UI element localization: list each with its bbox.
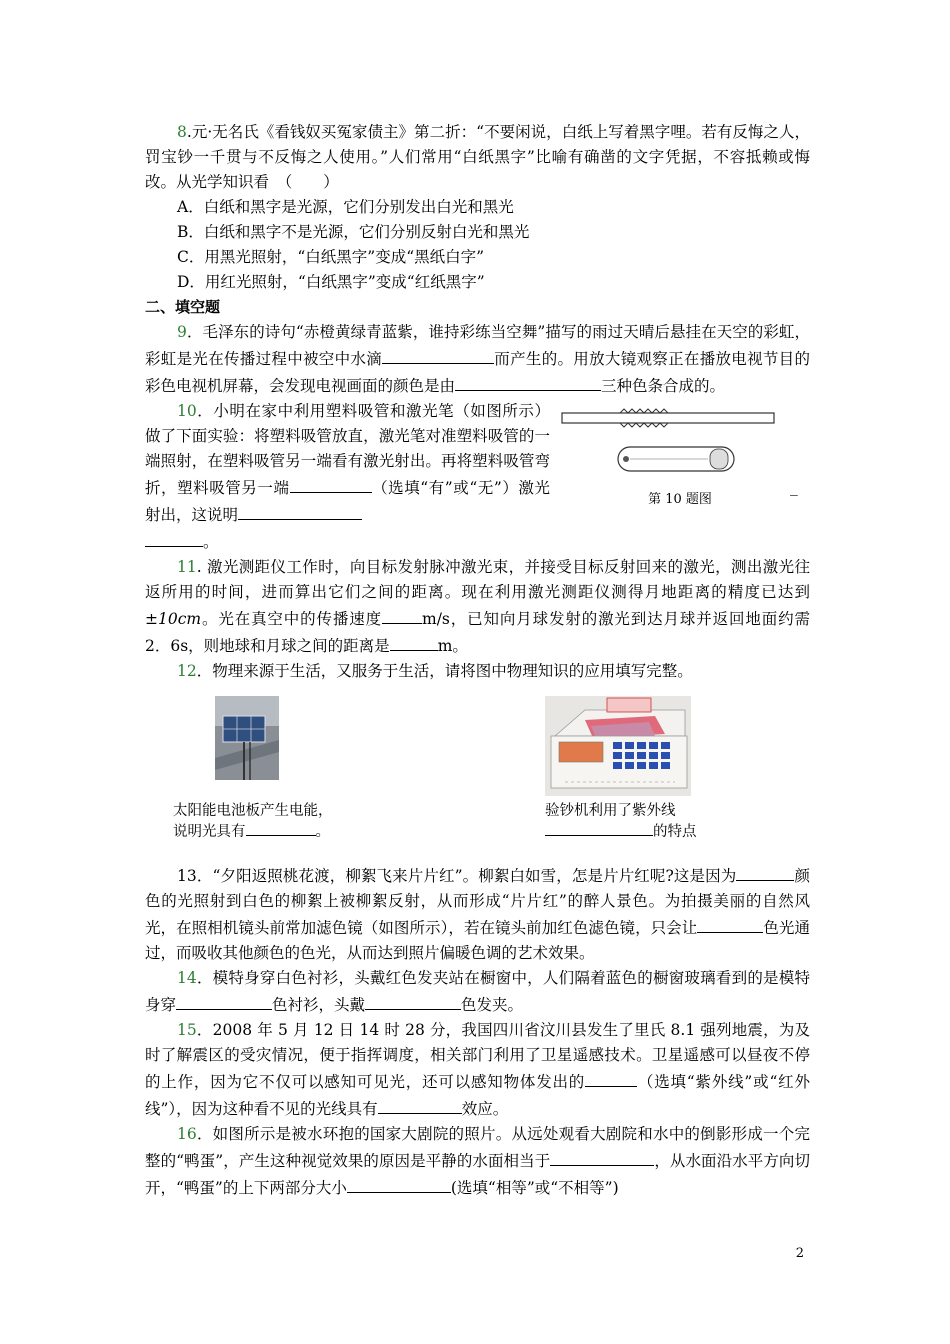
q14-blank-1[interactable] xyxy=(176,991,272,1010)
document-body xyxy=(145,120,810,1201)
solar-panel-icon xyxy=(223,716,265,742)
question-8: 8.元·无名氏《看钱奴买冤家债主》第二折：“不要闲说，白纸上写着黑字哩。若有反悔之人，罚宝钞一千贯与不反悔之人使用。”人们常用“白纸黑字”比喻有确凿的文字凭据，不容抵赖或悔改。从光学知识看 （ ） xyxy=(145,123,810,191)
q15-blank-1[interactable] xyxy=(585,1068,637,1087)
laser-pointer-icon xyxy=(618,447,734,471)
straw-laser-illustration xyxy=(560,407,800,477)
question-14: 14．模特身穿白色衬衫，头戴红色发夹站在橱窗中，人们隔着蓝色的橱窗玻璃看到的是模特身穿 色衬衫，头戴 色发夹。 xyxy=(145,969,810,1014)
money-detector-caption: 验钞机利用了紫外线 的特点 xyxy=(545,803,697,840)
page-number: 2 xyxy=(795,1246,804,1261)
section-heading: 二、填空题 xyxy=(145,298,221,316)
solar-panel-photo xyxy=(215,696,279,780)
q8-option-c: C．用黑光照射，“白纸黑字”变成“黑纸白字” xyxy=(177,248,485,266)
q13-blank-1[interactable] xyxy=(736,862,794,881)
straw-icon xyxy=(562,413,774,423)
q9-blank-2[interactable] xyxy=(455,372,601,391)
q14-blank-2[interactable] xyxy=(365,991,461,1010)
q16-blank-1[interactable] xyxy=(550,1147,654,1166)
q8-option-d: D．用红光照射，“白纸黑字”变成“红纸黑字” xyxy=(177,273,485,291)
money-detector-photo xyxy=(545,696,691,796)
q12-blank-2[interactable] xyxy=(545,821,653,836)
figure-10 xyxy=(560,407,800,512)
q10-blank-2-cont[interactable] xyxy=(145,528,203,547)
question-10-block: 10．小明在家中利用塑料吸管和激光笔（如图所示）做了下面实验：将塑料吸管放直，激光笔对准塑料吸管的一端照射，在塑料吸管另一端看有激光射出。再将塑料吸管弯折，塑料吸管另一端 （选填“有”或“无”）激光射出，这说明 。 第 10 题图 _ xyxy=(145,399,810,555)
figure-10-caption: 第 10 题图 xyxy=(648,492,712,507)
question-15: 15．2008 年 5 月 12 日 14 时 28 分，我国四川省汶川县发生了里氏 8.1 强列地震，为及时了解震区的受灾情况，便于指挥调度，相关部门利用了卫星遥感技术。卫星遥感可以昼夜不停的上作，因为它不仅可以感知可见光，还可以感知物体发出的 （选填“紫外线”或“红外线”），因为这种看不见的光线具有 效应。 xyxy=(145,1021,810,1118)
question-9: 9．毛泽东的诗句“赤橙黄绿青蓝紫，谁持彩练当空舞”描写的雨过天晴后悬挂在天空的彩虹，彩虹是光在传播过程中被空中水滴 而产生的。用放大镜观察正在播放电视节目的彩色电视机屏幕，会发现电视画面的颜色是由 三种色条合成的。 xyxy=(145,323,810,395)
q16-blank-2[interactable] xyxy=(347,1174,451,1193)
keypad-icon xyxy=(613,742,670,769)
question-13: 13．“夕阳返照桃花渡，柳絮飞来片片红”。柳絮白如雪，怎是片片红呢?这是因为 颜色的光照射到白色的柳絮上被柳絮反射，从而形成“片片红”的醉人景色。为拍摄美丽的自然风光，在照相机镜头前常加滤色镜（如图所示），若在镜头前加红色滤色镜，只会让 色光通过，而吸收其他颜色的色光，从而达到照片偏暖色调的艺术效果。 xyxy=(145,862,810,966)
q11-blank-1[interactable] xyxy=(382,605,422,624)
q11-formula: ±10cm xyxy=(145,610,202,628)
q12-blank-1[interactable] xyxy=(246,821,316,836)
question-12: 12．物理来源于生活，又服务于生活，请将图中物理知识的应用填写完整。 xyxy=(177,662,693,680)
q11-blank-2[interactable] xyxy=(390,632,438,651)
question-11: 11. 激光测距仪工作时，向目标发射脉冲激光束，并接受目标反射回来的激光，测出激光往返所用的时间，进而算出它们之间的距离。现在利用激光测距仪测得月地距离的精度已达到±10cm。光在真空中的传播速度 m/s，已知向月球发射的激光到达月球并返回地面约需 2．6s，则地球和月球之间的距离是 m。 xyxy=(145,558,810,655)
question-12-figures xyxy=(145,690,810,850)
q13-blank-2[interactable] xyxy=(697,914,763,933)
q10-blank-1[interactable] xyxy=(290,474,372,493)
q10-continuation: 。 xyxy=(145,528,810,555)
question-16: 16．如图所示是被水环抱的国家大剧院的照片。从远处观看大剧院和水中的倒影形成一个完整的“鸭蛋”，产生这种视觉效果的原因是平静的水面相当于 ，从水面沿水平方向切开，“鸭蛋”的上下两部分大小 (选填“相等”或“不相等”) xyxy=(145,1125,810,1197)
solar-panel-caption: 太阳能电池板产生电能， 说明光具有 。 xyxy=(173,803,333,840)
q15-blank-2[interactable] xyxy=(378,1095,462,1114)
q10-blank-2[interactable] xyxy=(238,501,362,520)
q8-option-a: A．白纸和黑字是光源，它们分别发出白光和黑光 xyxy=(177,198,514,216)
question-10: 10．小明在家中利用塑料吸管和激光笔（如图所示）做了下面实验：将塑料吸管放直，激光笔对准塑料吸管的一端照射，在塑料吸管另一端看有激光射出。再将塑料吸管弯折，塑料吸管另一端 （选填“有”或“无”）激光射出，这说明 xyxy=(145,402,550,524)
q8-option-b: B．白纸和黑字不是光源，它们分别反射白光和黑光 xyxy=(177,223,530,241)
q9-blank-1[interactable] xyxy=(382,345,494,364)
